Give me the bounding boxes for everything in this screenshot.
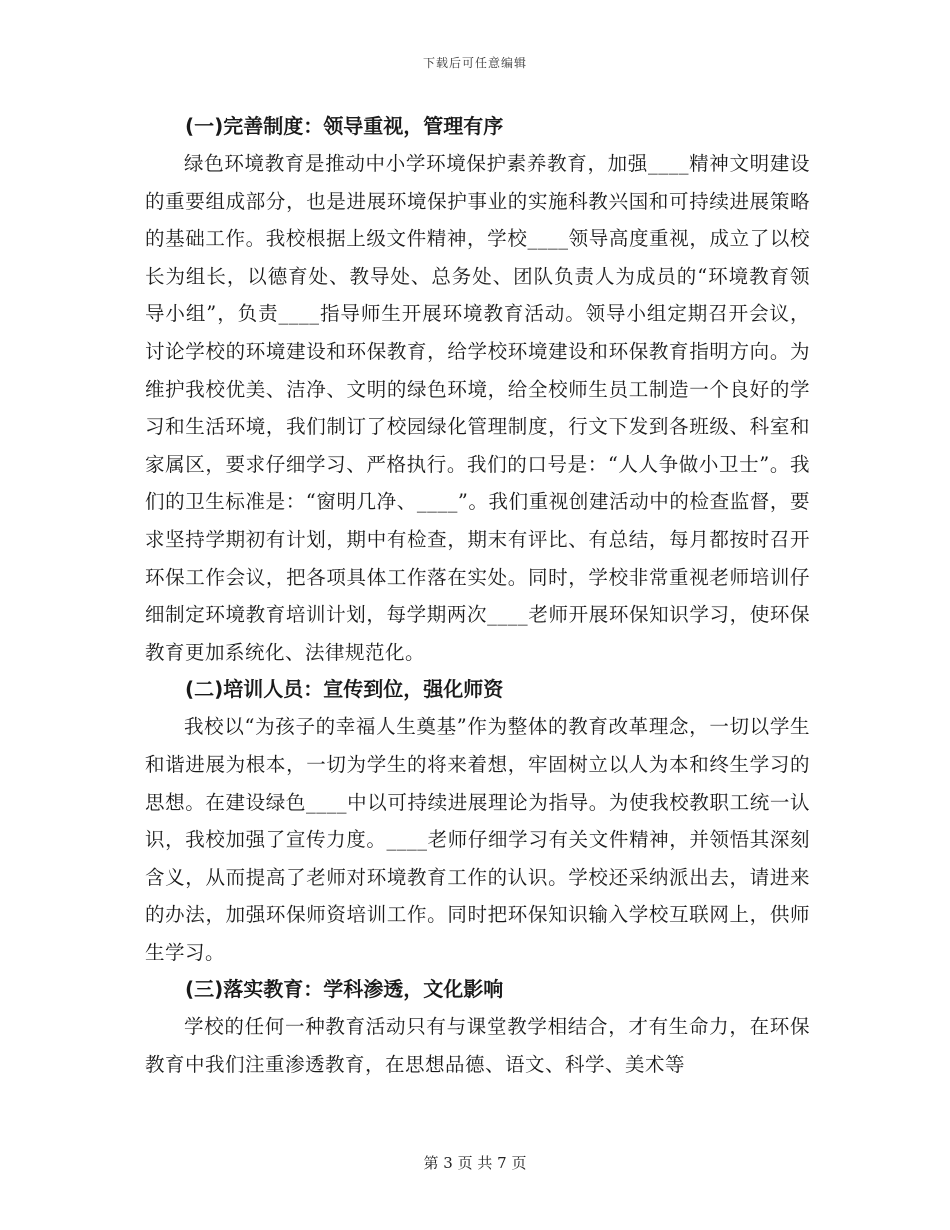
document-body [145,108,810,1084]
section-heading-2: (二)培训人员：宣传到位，强化师资 [185,677,504,702]
section-heading-1: (一)完善制度：领导重视，管理有序 [185,114,504,138]
section-paragraph-1: 绿色环境教育是推动中小学环境保护素养教育，加强____精神文明建设的重要组成部分，也是进展环境保护事业的实施科教兴国和可持续进展策略的基础工作。我校根据上级文件精神，学校____领导高度重视，成立了以校长为组长，以德育处、教导处、总务处、团队负责人为成员的“环境教育领导小组”，负责____指导师生开展环境教育活动。领导小组定期召开会议，讨论学校的环境建设和环保教育，给学校环境建设和环保教育指明方向。为维护我校优美、洁净、文明的绿色环境，给全校师生员工制造一个良好的学习和生活环境，我们制订了校园绿化管理制度，行文下发到各班级、科室和家属区，要求仔细学习、严格执行。我们的口号是：“人人争做小卫士”。我们的卫生标准是：“窗明几净、____”。我们重视创建活动中的检查监督，要求坚持学期初有计划，期中有检查，期末有评比、有总结，每月都按时召开环保工作会议，把各项具体工作落在实处。同时，学校非常重视老师培训仔细制定环境教育培训计划，每学期两次____老师开展环保知识学习，使环保教育更加系统化、法律规范化。 [145,152,810,664]
section-heading-3: (三)落实教育：学科渗透，文化影响 [185,977,504,1002]
section-paragraph-2: 我校以“为孩子的幸福人生奠基”作为整体的教育改革理念，一切以学生和谐进展为根本，一切为学生的将来着想，牢固树立以人为本和终生学习的思想。在建设绿色____中以可持续进展理论为指导。为使我校教职工统一认识，我校加强了宣传力度。____老师仔细学习有关文件精神，并领悟其深刻含义，从而提高了老师对环境教育工作的认识。学校还采纳派出去，请进来的办法，加强环保师资培训工作。同时把环保知识输入学校互联网上，供师生学习。 [145,715,810,964]
page-header: 下载后可任意编辑 [422,56,527,70]
section-paragraph-3: 学校的任何一种教育活动只有与课堂教学相结合，才有生命力，在环保教育中我们注重渗透教育，在思想品德、语文、科学、美术等 [145,1015,810,1077]
page-number-footer: 第 3 页 共 7 页 [423,1154,527,1172]
